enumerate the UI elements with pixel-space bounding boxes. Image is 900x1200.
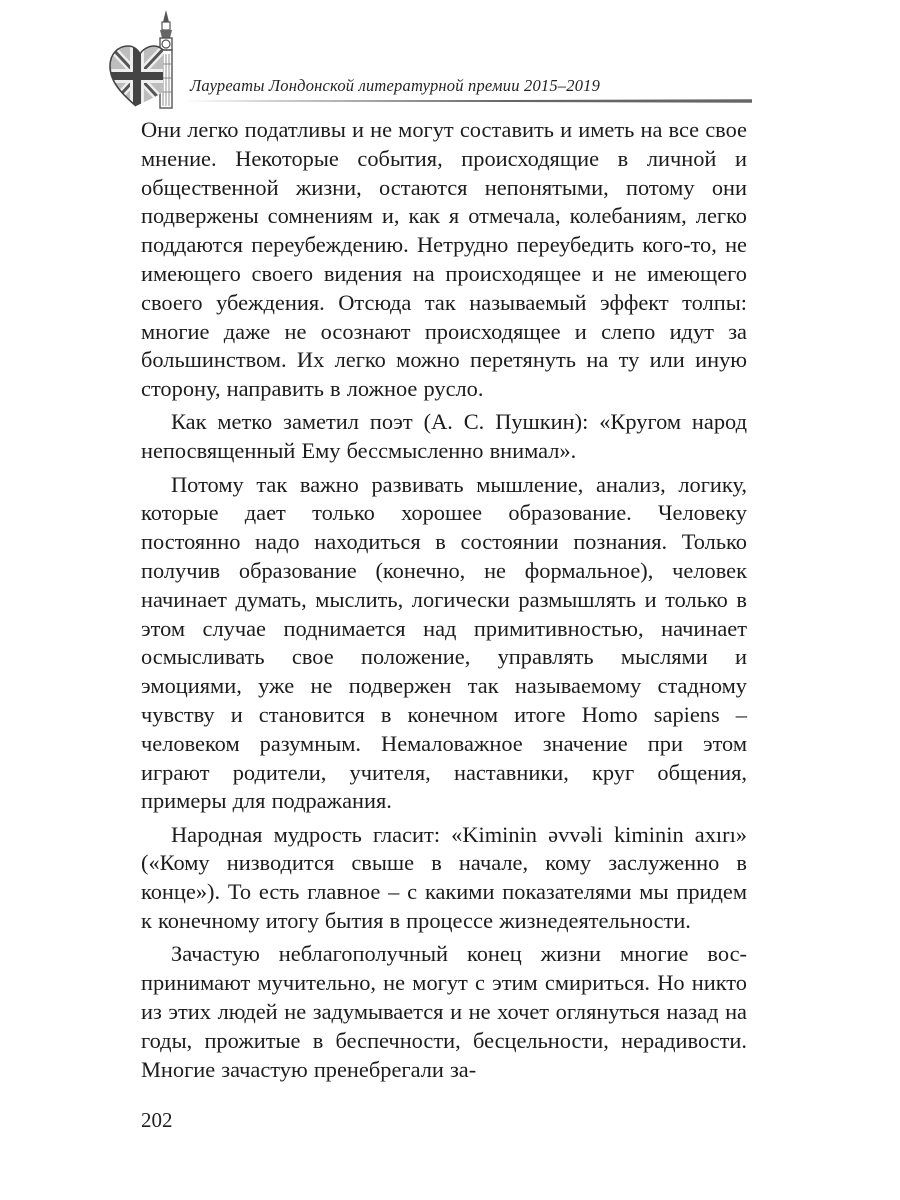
header-rule bbox=[184, 98, 752, 104]
paragraph: Зачастую неблагополучный конец жизни многие воспринимают мучительно, не могут с этим смириться. Но никто из этих людей не задумывается и не хочет оглянуться назад на годы, прожитые в беспечности, бесцельности, нерадивости. Многие зачастую пренебрегали за- bbox=[141, 941, 747, 1082]
page-header bbox=[108, 8, 758, 114]
big-ben-heart-union-jack-icon bbox=[108, 8, 188, 110]
running-title: Лауреаты Лондонской литературной премии 2015–2019 bbox=[190, 76, 601, 95]
paragraph: Народная мудрость гласит: «Kiminin əvvəli kiminin axırı» («Кому низводится свыше в начале, кому заслуженно в конце»). То есть главное – с какими показателями мы придем к конечному итогу бытия в процессе жизнедеятельности. bbox=[141, 821, 747, 934]
paragraph: Они легко податливы и не могут составить и иметь на все свое мнение. Некоторые события, происходящие в личной и общественной жизни, остаются непонятыми, потому они подвержены сомнениям и, как я отмечала, колебаниям, легко поддаются переубеждению. Нетрудно переубедить кого-то, не имеющего своего видения на происходящее и не имеющего своего убеждения. Отсюда так называемый эффект толпы: многие даже не осознают происходящее и слепо идут за большинством. Их легко можно перетянуть на ту или иную сторону, направить в ложное русло. bbox=[141, 117, 747, 402]
page-number: 202 bbox=[141, 1108, 173, 1132]
body-text bbox=[141, 116, 747, 1084]
paragraph: Как метко заметил поэт (А. С. Пушкин): «Кругом народ непосвященный Ему бессмысленно внимал». bbox=[141, 409, 747, 464]
paragraph: Потому так важно развивать мышление, анализ, логику, которые дает только хорошее образование. Человеку постоянно надо находиться в состоянии познания. Только получив образование (конечно, не формальное), человек начинает думать, мыслить, логически размышлять и только в этом случае поднимается над примитивностью, начинает осмысливать свое положение, управлять мыслями и эмоциями, уже не подвержен так называемому стадному чувству и становится в конечном итоге Homo sapiens – человеком разумным. Немаловажное значение при этом играют родители, учителя, наставники, круг общения, примеры для подражания. bbox=[141, 471, 747, 814]
